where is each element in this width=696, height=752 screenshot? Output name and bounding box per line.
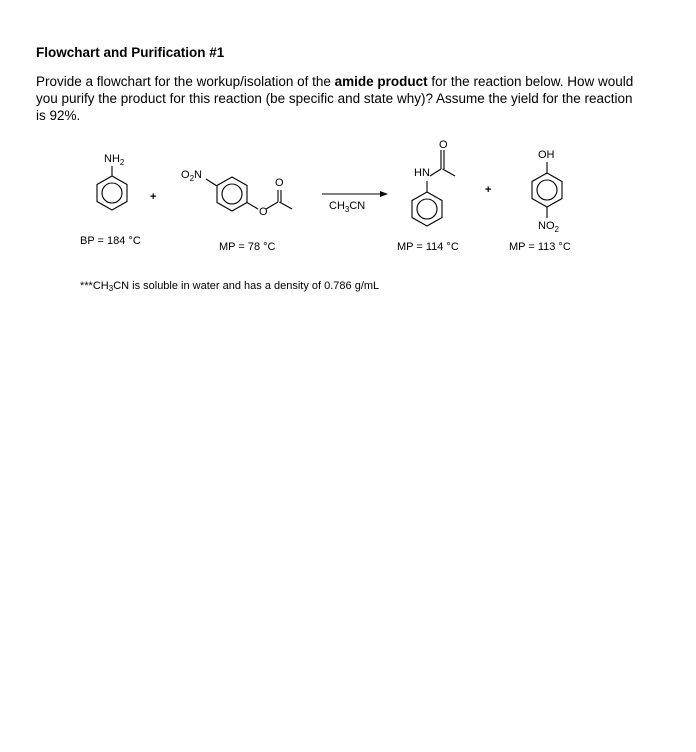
arrow-head	[380, 191, 388, 197]
aniline-bp: BP = 184 °C	[80, 235, 141, 247]
plus-sign-1: +	[150, 191, 157, 203]
prompt-text-end: for the reaction below. How would you purify the product for this reaction (be specific and state why)? Assume the yield for the reaction is 92%.	[36, 74, 634, 123]
phenol-mp: MP = 113 °C	[509, 241, 571, 253]
aniline-nh2-label: $NH_2$	[104, 153, 125, 167]
amide-structure	[412, 150, 455, 226]
amide-carbonyl-oxygen: O	[439, 139, 448, 151]
nitrophenol-structure	[532, 162, 562, 218]
ester-mp: MP = 78 °C	[219, 241, 276, 253]
plus-sign-2: +	[485, 184, 492, 196]
reaction-scheme	[0, 130, 696, 240]
solvent-label: $CH_3CN$	[329, 200, 366, 214]
ester-carbonyl-oxygen: O	[275, 177, 284, 189]
page-title: Flowchart and Purification #1	[36, 45, 225, 60]
amide-mp: MP = 114 °C	[397, 241, 459, 253]
phenol-oh-label: OH	[538, 149, 555, 161]
ester-nitro-label: $O_2N$	[181, 169, 202, 183]
ester-ring-oxygen: O	[259, 206, 268, 218]
question-prompt	[36, 73, 636, 124]
amide-nh-label: HN	[414, 167, 430, 179]
aniline-structure	[97, 166, 127, 210]
solvent-note: $***CH_3CN$ is soluble in water and has a density of 0.786 g/mL	[80, 280, 380, 293]
prompt-text-start: Provide a flowchart for the workup/isolation of the	[36, 74, 335, 89]
prompt-bold-phrase: amide product	[334, 74, 428, 89]
phenol-nitro-label: $NO_2$	[538, 220, 559, 234]
